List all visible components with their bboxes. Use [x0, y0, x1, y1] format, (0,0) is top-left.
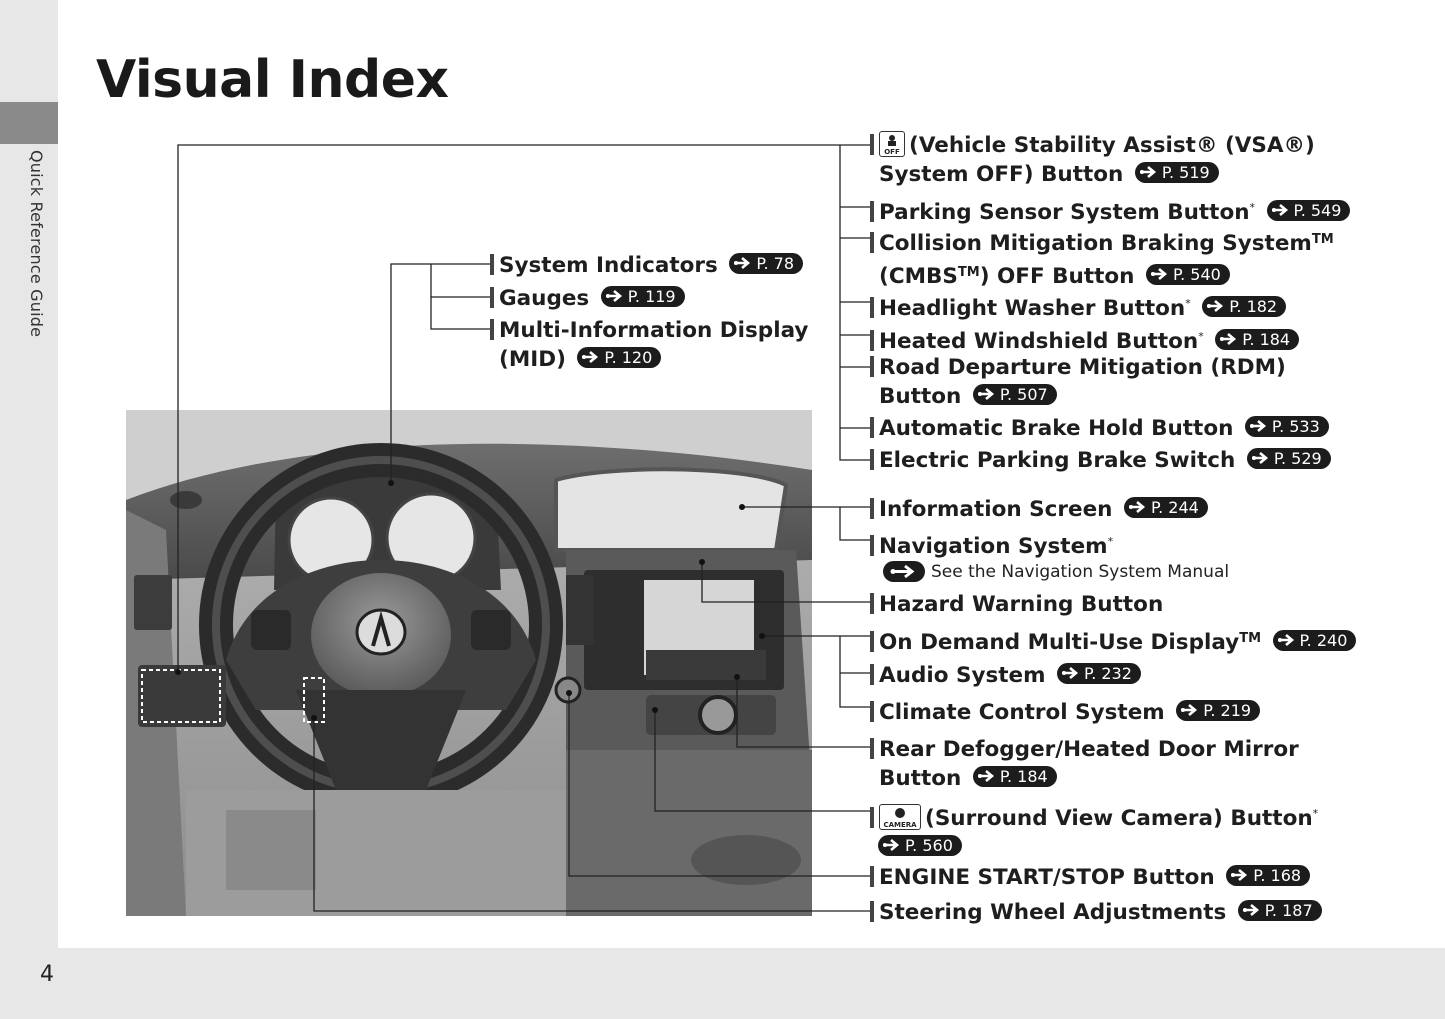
item-label-line2: Button [879, 384, 962, 409]
camera-icon [879, 804, 921, 830]
trademark: TM [1239, 631, 1262, 646]
item-label: Rear Defogger/Heated Door Mirror [879, 737, 1299, 762]
page-ref-text: P. 187 [1264, 900, 1313, 920]
item-label: Heated Windshield Button [879, 329, 1199, 354]
navigation-note[interactable] [883, 561, 1229, 582]
page-ref-text: P. 549 [1293, 200, 1342, 220]
gauges-item [490, 284, 685, 313]
page-ref-link[interactable] [1215, 329, 1299, 350]
arrow-icon [1150, 267, 1172, 281]
page-ref-link[interactable] [1202, 296, 1286, 317]
headlight-washer-item [870, 289, 1286, 323]
page-ref-link[interactable] [1267, 200, 1351, 221]
arrow-icon [977, 769, 999, 783]
item-label: On Demand Multi-Use Display [879, 630, 1240, 655]
page-ref-link[interactable] [1226, 865, 1310, 886]
asterisk: * [1249, 201, 1256, 214]
item-label: Multi-Information Display [499, 318, 809, 343]
navigation-item [870, 527, 1113, 561]
asterisk: * [1107, 535, 1114, 548]
arrow-icon [1251, 451, 1273, 465]
hazard-item [870, 590, 1163, 619]
arrow-icon [605, 289, 627, 303]
page-ref-link[interactable] [1273, 630, 1357, 651]
item-bar [870, 417, 874, 438]
vsa-icon-text: OFF [884, 148, 900, 156]
parking-brake-item [870, 446, 1331, 475]
item-bar [490, 319, 494, 340]
vsa-off-icon [879, 131, 905, 157]
trademark: TM [957, 265, 980, 280]
item-bar [870, 297, 874, 318]
item-bar [870, 738, 874, 759]
item-label: Information Screen [879, 497, 1113, 522]
item-label: Electric Parking Brake Switch [879, 448, 1236, 473]
page-number: 4 [40, 962, 54, 987]
steering-adjustments-item [870, 898, 1322, 927]
item-label: Steering Wheel Adjustments [879, 900, 1227, 925]
side-label: Quick Reference Guide [27, 150, 46, 338]
page-ref-text: P. 232 [1084, 663, 1132, 683]
cmbs-item [870, 225, 1334, 291]
page-ref-link[interactable] [973, 384, 1057, 405]
info-screen-item [870, 495, 1208, 524]
item-bar [870, 201, 874, 222]
engine-start-item [870, 863, 1310, 892]
camera-item [870, 799, 1318, 862]
item-label: Parking Sensor System Button [879, 200, 1250, 225]
odmd-item [870, 624, 1356, 657]
page-ref-link[interactable] [1146, 264, 1230, 285]
page-ref-text: P. 540 [1172, 264, 1221, 284]
page-ref-link[interactable] [1124, 497, 1208, 518]
item-label-line2: (MID) [499, 347, 566, 372]
page-ref-link[interactable] [1245, 416, 1329, 437]
parking-sensor-item [870, 193, 1350, 227]
heated-windshield-item [870, 322, 1299, 356]
arrow-icon [733, 256, 755, 270]
page-ref-text: P. 219 [1203, 700, 1252, 720]
page-title: Visual Index [96, 50, 449, 110]
item-label-line2b: ) OFF Button [979, 264, 1135, 289]
arrow-icon [1230, 868, 1252, 882]
page-ref-text: P. 519 [1161, 162, 1210, 182]
page-ref-text: P. 533 [1271, 416, 1320, 436]
arrow-icon [581, 350, 603, 364]
item-label: Road Departure Mitigation (RDM) [879, 355, 1286, 380]
item-bar [870, 631, 874, 652]
page-ref-text: P. 244 [1150, 497, 1199, 517]
item-bar [870, 449, 874, 470]
item-label: (Vehicle Stability Assist® (VSA®) [909, 133, 1315, 158]
item-bar [870, 232, 874, 253]
item-bar [870, 356, 874, 377]
page-ref-text: P. 529 [1273, 448, 1322, 468]
item-label-line2: Button [879, 766, 962, 791]
page-ref-text: P. 507 [999, 384, 1048, 404]
page-ref-link[interactable] [1135, 162, 1219, 183]
item-bar [490, 254, 494, 275]
page-ref-text: P. 78 [756, 253, 794, 273]
page-ref-link[interactable] [878, 835, 962, 856]
mid-item [490, 316, 808, 374]
rdm-item [870, 353, 1286, 411]
item-bar [870, 330, 874, 351]
page-ref-link[interactable] [601, 286, 685, 307]
item-bar [870, 701, 874, 722]
item-bar [870, 134, 874, 155]
item-bar [870, 901, 874, 922]
item-label: ENGINE START/STOP Button [879, 865, 1215, 890]
item-label: Collision Mitigation Braking System [879, 231, 1312, 256]
page-ref-link[interactable] [1238, 900, 1322, 921]
page-ref-text: P. 119 [627, 286, 676, 306]
page-ref-text: P. 120 [604, 347, 653, 367]
arrow-icon [1249, 419, 1271, 433]
arrow-icon [882, 838, 904, 852]
arrow-icon [1277, 633, 1299, 647]
item-label: Navigation System [879, 534, 1108, 559]
arrow-icon [1139, 165, 1161, 179]
navigation-note-text: See the Navigation System Manual [931, 561, 1230, 582]
asterisk: * [1198, 330, 1204, 343]
arrow-icon [1219, 332, 1241, 346]
item-label: System Indicators [499, 253, 718, 278]
camera-icon-text: CAMERA [883, 821, 917, 829]
arrow-icon [1061, 666, 1083, 680]
arrow-icon [1242, 903, 1264, 917]
asterisk: * [1185, 297, 1191, 310]
page-ref-link[interactable] [1057, 663, 1141, 684]
page-ref-link[interactable] [1176, 700, 1260, 721]
page-ref-text: P. 182 [1229, 296, 1278, 316]
item-bar [490, 287, 494, 308]
defogger-item [870, 735, 1299, 793]
page-ref-text: P. 184 [999, 766, 1048, 786]
arrow-icon [1128, 500, 1150, 514]
item-label: Automatic Brake Hold Button [879, 416, 1234, 441]
item-label: Headlight Washer Button [879, 296, 1186, 321]
page-ref-text: P. 560 [905, 835, 953, 855]
asterisk: * [1312, 807, 1319, 820]
item-label: Audio System [879, 663, 1046, 688]
system-indicators-item [490, 251, 803, 280]
item-label: Hazard Warning Button [879, 592, 1164, 617]
item-bar [870, 664, 874, 685]
page-ref-text: P. 240 [1299, 630, 1348, 650]
arrow-icon [977, 387, 999, 401]
page-ref-link[interactable] [973, 766, 1057, 787]
item-bar [870, 535, 874, 556]
page-ref-link[interactable] [577, 347, 661, 368]
page-ref-link[interactable] [1247, 448, 1331, 469]
item-label: Climate Control System [879, 700, 1165, 725]
item-bar [870, 593, 874, 614]
climate-item [870, 698, 1260, 727]
item-bar [870, 498, 874, 519]
page-ref-text: P. 184 [1242, 329, 1291, 349]
item-bar [870, 807, 874, 828]
arrow-icon [1271, 203, 1293, 217]
brake-hold-item [870, 414, 1329, 443]
arrow-icon [1180, 703, 1202, 717]
arrow-icon [883, 561, 925, 582]
page-ref-text: P. 168 [1253, 865, 1302, 885]
item-label-line2a: (CMBS [879, 264, 958, 289]
item-label: (Surround View Camera) Button [925, 806, 1313, 831]
item-label: Gauges [499, 286, 590, 311]
item-bar [870, 866, 874, 887]
item-label-line2: System OFF) Button [879, 162, 1124, 187]
vsa-item [870, 131, 1315, 189]
page-ref-link[interactable] [729, 253, 803, 274]
trademark: TM [1311, 232, 1334, 247]
audio-item [870, 661, 1141, 690]
arrow-icon [1206, 299, 1228, 313]
